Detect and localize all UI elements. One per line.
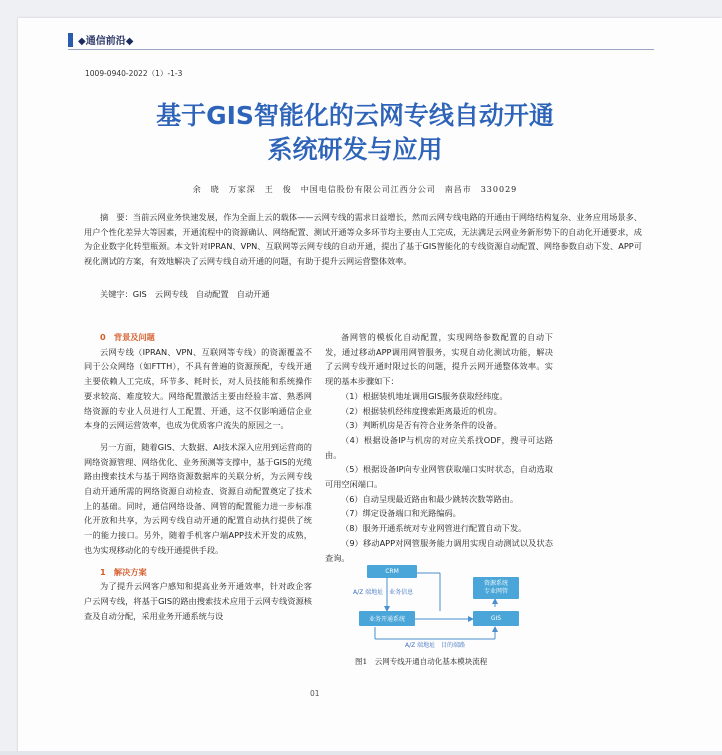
paper-title-line1: 基于GIS智能化的云网专线自动开通 [156, 101, 554, 130]
flow-label-top: A/Z 端地址 业务信息 [353, 589, 414, 596]
resource-system-box: 资源系统 专业网管 [473, 577, 519, 599]
page-number: 01 [310, 689, 320, 698]
crm-box: CRM [367, 565, 417, 578]
flow-label-bottom: A/Z 端地址 目的端路 [405, 642, 466, 649]
list-item: （4）根据设备IP与机房的对应关系找ODF，搜寻可达路由。 [325, 434, 553, 460]
authors: 余 晓 万家深 王 俊 中国电信股份有限公司江西分公司 南昌市 330029 [192, 185, 518, 194]
list-item: （7）绑定设备端口和光路编码。 [341, 508, 461, 519]
header-label: ◆通信前沿◆ [78, 36, 134, 47]
gis-box: GIS [473, 611, 519, 626]
paragraph: 云网专线（IPRAN、VPN、互联网等专线）的资源覆盖不同于公众网络（如FTTH），不具有普遍的资源预配，专线开通主要依赖人工完成，环节多、耗时长，对人员技能和系统操作要求较高、难度较大。网络配置激活主要由经验丰富、熟悉网络资源的专业人员进行人工配置、开通，这不仅影响通信企业本身的云网运营效率，也成为优质客户流失的原因之一。 [84, 346, 312, 431]
list-item: （5）根据设备IP向专业网管获取端口实时状态，自动选取可用空闲端口。 [325, 464, 553, 490]
list-item: （2）根据装机经纬度搜索距离最近的机房。 [341, 405, 502, 416]
section-header [68, 32, 133, 47]
list-item: （9）移动APP对网管服务能力调用实现自动测试以及状态查询。 [325, 537, 553, 563]
abstract: 摘 要：当前云网业务快速发展，作为全面上云的载体——云网专线的需求日益增长，然而云网专线电路的开通由于网络结构复杂、业务应用场景多、用户个性化差异大等因素，开通流程中的资源确认、网络配置、测试开通等众多环节均主要由人工完成，无法满足云网业务新形势下的自动化开通要求，成为企业数字化转型瓶颈。本文针对IPRAN、VPN、互联网等云网专线的自动开通，提出了基于GIS智能化的专线资源自动配置、网络参数自动下发、APP可视化测试的方案，有效地解决了云网专线自动开通的问题，有助于提升云网运营整体效率。 [84, 212, 642, 266]
paper-title-line2: 系统研发与应用 [267, 135, 443, 164]
steps-list [325, 389, 553, 565]
list-item: （6）自动呈现最近路由和最少跳转次数等路由。 [341, 493, 519, 504]
service-provisioning-box: 业务开通系统 [359, 611, 415, 626]
figure-flowchart [345, 563, 533, 649]
list-item: （8）服务开通系统对专业网管进行配置自动下发。 [341, 523, 527, 534]
journal-code: 1009-0940-2022（1）-1-3 [85, 69, 183, 78]
section-heading-background: 0 背景及问题 [100, 332, 155, 342]
section-heading-solution: 1 解决方案 [100, 566, 147, 577]
paragraph: 为了提升云网客户感知和提高业务开通效率，针对政企客户云网专线，将基于GIS的路由搜索技术应用于云网专线资源核查及自动分配，采用业务开通系统与设 [84, 581, 312, 621]
bottom-strip [0, 751, 722, 755]
list-item: （1）根据装机地址调用GIS服务获取经纬度。 [341, 390, 508, 401]
left-column [84, 330, 312, 623]
keywords: 关键字：GIS 云网专线 自动配置 自动开通 [100, 289, 270, 299]
figure-caption: 图1 云网专线开通自动化基本模块流程 [355, 657, 488, 666]
paragraph: 另一方面，随着GIS、大数据、AI技术深入应用到运营商的网络资源管理、网络优化、业务预测等支撑中，基于GIS的光缆路由搜索技术与基于网络资源数据库的关联分析，为云网专线自动开通所需的网络资源自动检查、资源自动配置奠定了技术上的基础。同时，通信网络设备、网管的配置能力进一步标准化开放和共享，为云网专线自动开通的配置自动执行提供了统一的能力接口。另外，随着手机客户端APP技术开发的成熟，也为实现移动化的专线开通提供手段。 [84, 441, 312, 555]
right-column [325, 330, 553, 565]
paragraph: 备网管的模板化自动配置，实现网络参数配置的自动下发，通过移动APP调用网管服务，实现自动化测试功能，解决了云网专线开通时限过长的问题，提升云网开通整体效率。实现的基本步骤如下： [325, 332, 553, 387]
header-rule [68, 49, 654, 50]
list-item: （3）判断机房是否有符合业务条件的设备。 [341, 420, 502, 431]
header-bar-icon [68, 33, 73, 47]
